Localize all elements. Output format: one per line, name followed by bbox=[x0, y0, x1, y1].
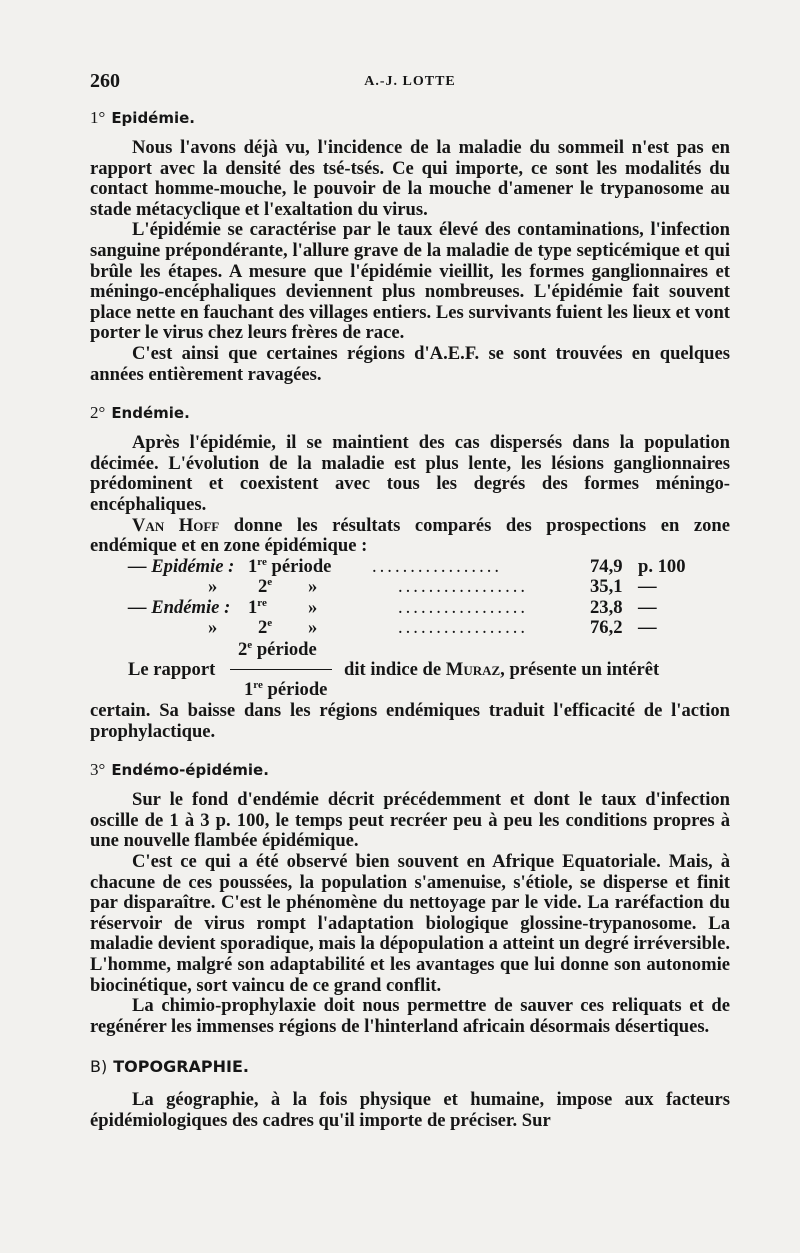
page bbox=[90, 70, 730, 1132]
period-label: 1re période bbox=[248, 555, 332, 577]
paragraph: C'est ainsi que certaines régions d'A.E.F. se sont trouvées en quelques années entièrement ravagées. bbox=[90, 342, 730, 385]
paragraph: Sur le fond d'endémie décrit précédemment et dont le taux d'infection oscille de 1 à 3 p. 100, le temps peut recréer peu à peu les conditions propres à une nouvelle flambée épidémique. bbox=[90, 789, 730, 852]
ratio-formula bbox=[90, 639, 730, 701]
page-number: 260 bbox=[90, 70, 120, 92]
fraction-denominator: 1re période bbox=[244, 678, 328, 701]
results-table bbox=[90, 557, 730, 639]
fraction-numerator: 2e période bbox=[238, 638, 317, 661]
section-heading-3: 3° Endémo-épidémie. bbox=[90, 760, 269, 780]
section-heading-b: B) TOPOGRAPHIE. bbox=[90, 1057, 249, 1077]
table-row: » 2e » ................. 35,1 — bbox=[208, 576, 657, 598]
paragraph: Après l'épidémie, il se maintient des cas dispersés dans la population décimée. L'évolution de la maladie est plus lente, les lésions ganglionnaires prédominent et coexistent avec tous les degrés des formes méningo-encéphaliques. bbox=[90, 432, 730, 515]
paragraph: Nous l'avons déjà vu, l'incidence de la maladie du sommeil n'est pas en rapport avec la densité des tsé-tsés. Ce qui importe, ce sont les modalités du contact homme-mouche, le pouvoir de la mouche d'amener le trypanosome au stade métacyclique et l'exaltation du virus. bbox=[90, 137, 730, 220]
paragraph: C'est ce qui a été observé bien souvent en Afrique Equatoriale. Mais, à chacune de ces poussées, la population s'amenuise, s'étiole, se disperse et finit par disparaître. C'est le phénomène du nettoyage par le vide. La raréfaction du réservoir de virus rompt l'adaptation biologique glossine-trypanosome. La maladie devient sporadique, mais la dépopulation a atteint un degré irréversible. L'homme, malgré son adaptabilité et les avantages que lui donne son autonomie biocinétique, sort vaincu de ce grand conflit. bbox=[90, 851, 730, 996]
running-header bbox=[90, 70, 730, 102]
paragraph: La chimio-prophylaxie doit nous permettre de sauver ces reliquats et de regénérer les immenses régions de l'hinterland africain désormais désertiques. bbox=[90, 995, 730, 1037]
section-heading-1: 1° Epidémie. bbox=[90, 108, 195, 127]
fraction-bar bbox=[230, 669, 332, 670]
ratio-rest: dit indice de Muraz, présente un intérêt bbox=[344, 659, 660, 681]
paragraph: Van Hoff donne les résultats comparés des prospections en zone endémique et en zone épidémique : bbox=[90, 514, 731, 557]
ratio-lead: Le rapport bbox=[128, 659, 216, 681]
table-row: » 2e » ................. 76,2 — bbox=[208, 617, 657, 639]
table-row: — Epidémie : 1re période ................. 74,9 p. 100 bbox=[128, 555, 686, 577]
paragraph: La géographie, à la fois physique et humaine, impose aux facteurs épidémiologiques des cadres qu'il importe de préciser. Sur bbox=[90, 1089, 730, 1131]
section-heading-2: 2° Endémie. bbox=[90, 403, 190, 423]
table-row: — Endémie : 1re » ................. 23,8 — bbox=[128, 596, 657, 618]
paragraph: L'épidémie se caractérise par le taux élevé des contaminations, l'infection sanguine prépondérante, l'allure grave de la maladie de type septicémique et qui brûle les étapes. A mesure que l'épidémie vieillit, les formes ganglionnaires et méningo-encéphaliques deviennent plus nombreuses. L'épidémie fait souvent place nette en fauchant des villages entiers. Les survivants fuient les lieux et vont porter le virus chez leurs frères de race. bbox=[90, 219, 730, 344]
paragraph: certain. Sa baisse dans les régions endémiques traduit l'efficacité de l'action prophylactique. bbox=[90, 700, 730, 742]
running-head-author: A.-J. LOTTE bbox=[364, 74, 456, 89]
